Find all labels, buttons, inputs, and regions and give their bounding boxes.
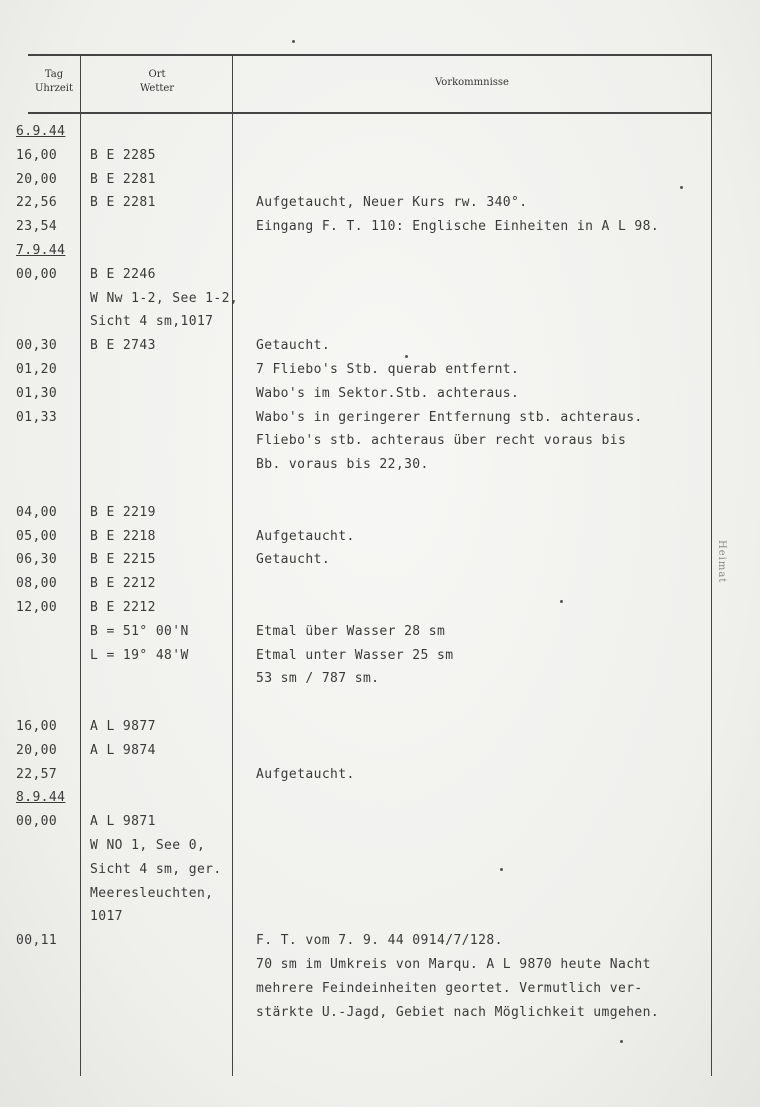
entry-time: 08,00: [16, 576, 58, 591]
entry-event: Etmal über Wasser 28 sm: [256, 624, 446, 639]
entry-time: 00,11: [16, 933, 58, 948]
entry-time: 22,56: [16, 195, 58, 210]
entry-event: F. T. vom 7. 9. 44 0914/7/128.: [256, 933, 503, 948]
entry-time: 22,57: [16, 767, 58, 782]
entry-place: B E 2246: [90, 267, 156, 282]
entry-place: B E 2215: [90, 552, 156, 567]
speck: [405, 355, 408, 358]
entry-time: 01,20: [16, 362, 58, 377]
entry-time: 20,00: [16, 172, 58, 187]
header-events: Vorkommnisse: [435, 77, 509, 88]
entry-time: 16,00: [16, 148, 58, 163]
header-bottom-border: [28, 112, 712, 114]
entry-place: B E 2219: [90, 505, 156, 520]
entry-place: B E 2218: [90, 529, 156, 544]
header-time: Tag Uhrzeit: [34, 69, 74, 94]
entry-event: 53 sm / 787 sm.: [256, 671, 380, 686]
entry-event: Etmal unter Wasser 25 sm: [256, 648, 454, 663]
entry-place: B E 2281: [90, 172, 156, 187]
speck: [620, 1040, 623, 1043]
entry-place: B E 2212: [90, 600, 156, 615]
entry-place: L = 19° 48'W: [90, 648, 189, 663]
entry-place: Sicht 4 sm,1017: [90, 314, 214, 329]
entry-event: 70 sm im Umkreis von Marqu. A L 9870 heute Nacht: [256, 957, 651, 972]
entry-place: A L 9877: [90, 719, 156, 734]
entry-event: 7 Fliebo's Stb. querab entfernt.: [256, 362, 520, 377]
entry-time: 20,00: [16, 743, 58, 758]
entry-event: Getaucht.: [256, 552, 331, 567]
entry-date: 7.9.44: [16, 243, 66, 258]
table-top-border: [28, 54, 712, 56]
entry-time: 23,54: [16, 219, 58, 234]
column-divider-2: [232, 56, 233, 1076]
entry-event: Eingang F. T. 110: Englische Einheiten in A L 98.: [256, 219, 660, 234]
speck: [680, 186, 683, 189]
speck: [560, 600, 563, 603]
entry-place: B E 2743: [90, 338, 156, 353]
entry-place: A L 9874: [90, 743, 156, 758]
entry-event: mehrere Feindeinheiten geortet. Vermutlich ver-: [256, 981, 643, 996]
entry-time: 00,30: [16, 338, 58, 353]
entry-event: Wabo's in geringerer Entfernung stb. achteraus.: [256, 410, 643, 425]
entry-time: 00,00: [16, 814, 58, 829]
header-place: Ort Wetter: [139, 69, 175, 94]
entry-time: 06,30: [16, 552, 58, 567]
entry-time: 05,00: [16, 529, 58, 544]
entry-time: 16,00: [16, 719, 58, 734]
entry-event: Fliebo's stb. achteraus über recht voraus bis: [256, 433, 627, 448]
entry-event: Wabo's im Sektor.Stb. achteraus.: [256, 386, 520, 401]
entry-event: stärkte U.-Jagd, Gebiet nach Möglichkeit umgehen.: [256, 1005, 660, 1020]
entry-time: 01,30: [16, 386, 58, 401]
table-right-border: [711, 56, 712, 1076]
entry-time: 12,00: [16, 600, 58, 615]
entry-place: Meeresleuchten,: [90, 886, 214, 901]
column-divider-1: [80, 56, 81, 1076]
entry-date: 8.9.44: [16, 790, 66, 805]
entry-place: B E 2281: [90, 195, 156, 210]
entry-event: Getaucht.: [256, 338, 331, 353]
entry-place: B E 2285: [90, 148, 156, 163]
entry-date: 6.9.44: [16, 124, 66, 139]
entry-place: A L 9871: [90, 814, 156, 829]
entry-place: W NO 1, See 0,: [90, 838, 206, 853]
entry-time: 04,00: [16, 505, 58, 520]
entry-place: W Nw 1-2, See 1-2,: [90, 291, 239, 306]
entry-event: Aufgetaucht.: [256, 529, 355, 544]
entry-place: Sicht 4 sm, ger.: [90, 862, 222, 877]
entry-event: Aufgetaucht.: [256, 767, 355, 782]
entry-time: 00,00: [16, 267, 58, 282]
entry-place: B E 2212: [90, 576, 156, 591]
entry-place: 1017: [90, 909, 123, 924]
entry-time: 01,33: [16, 410, 58, 425]
entry-event: Bb. voraus bis 22,30.: [256, 457, 429, 472]
entry-event: Aufgetaucht, Neuer Kurs rw. 340°.: [256, 195, 528, 210]
margin-note: Heimat: [716, 540, 727, 584]
entry-place: B = 51° 00'N: [90, 624, 189, 639]
speck: [292, 40, 295, 43]
speck: [500, 868, 503, 871]
